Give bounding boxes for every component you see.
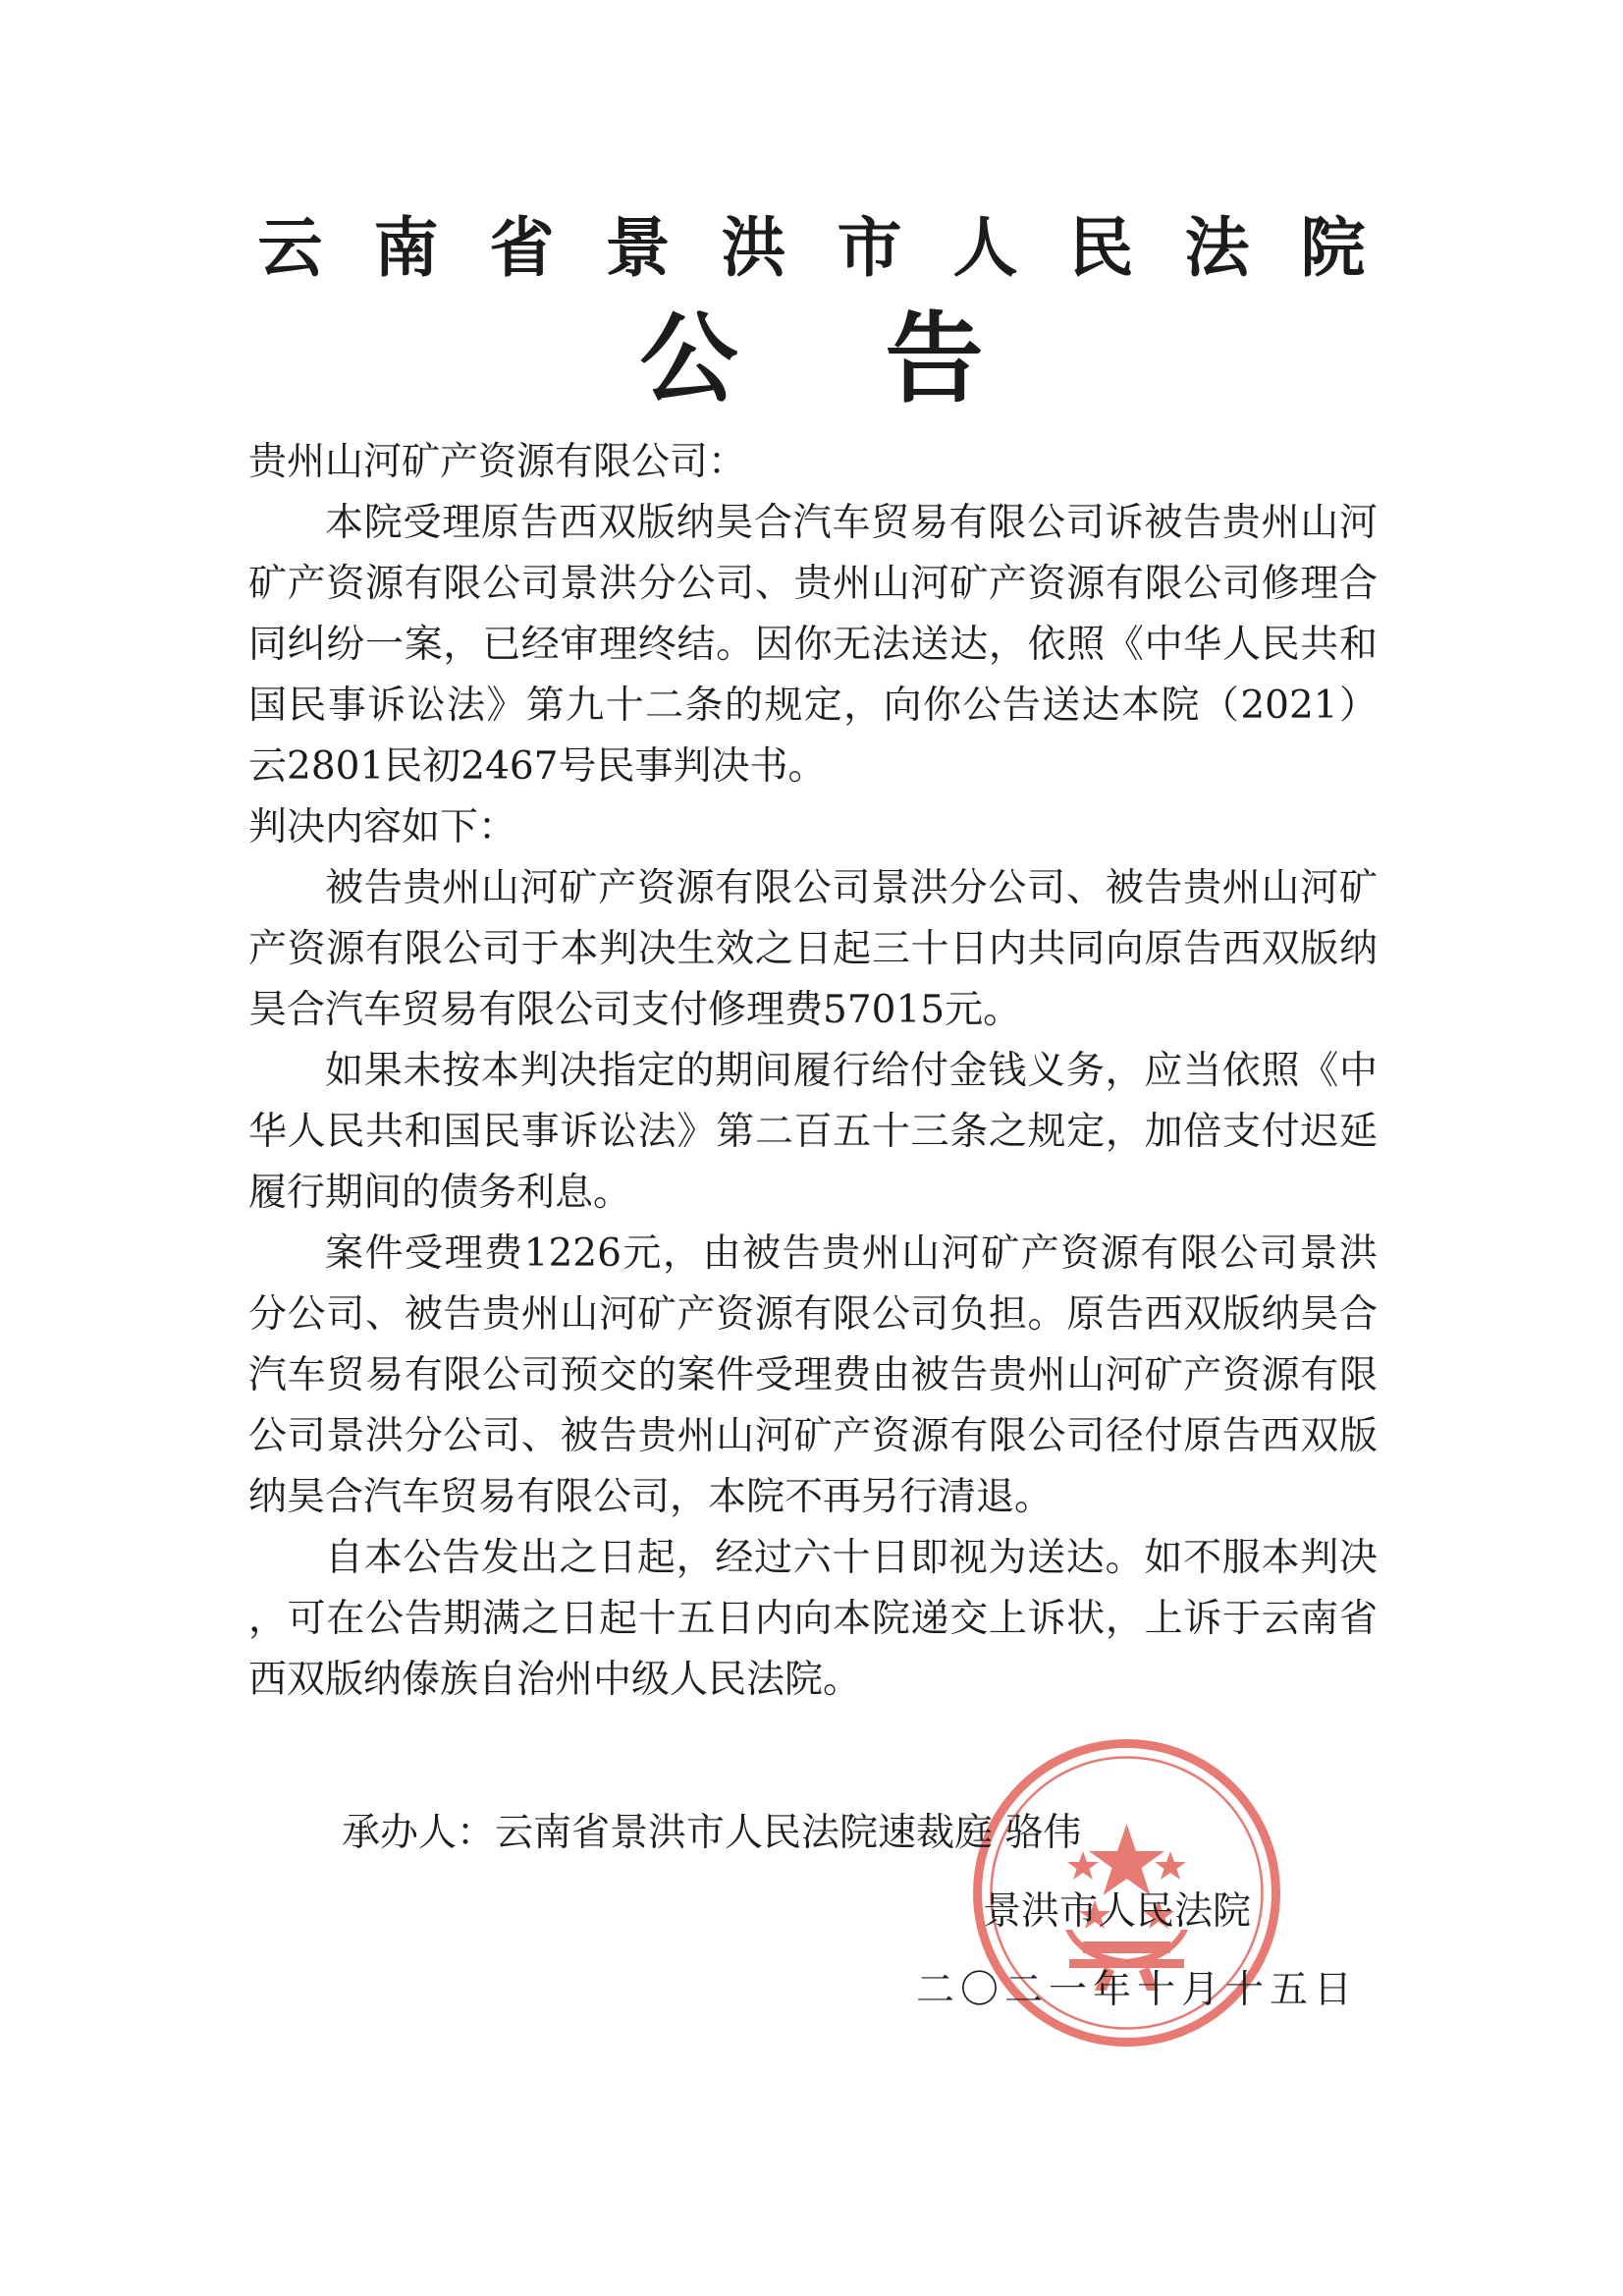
court-name-heading: 云南省景洪市人民法院 (257, 210, 1417, 286)
document-type-heading: 公告 (639, 301, 1131, 416)
paragraph-case-fee: 案件受理费1226元，由被告贵州山河矿产资源有限公司景洪分公司、被告贵州山河矿产资源有限公司负担。原告西双版纳昊合汽车贸易有限公司预交的案件受理费由被告贵州山河矿产资源有限公司景洪分公司、被告贵州山河矿产资源有限公司径付原告西双版纳昊合汽车贸易有限公司，本院不再另行清退。 (248, 1231, 1378, 1519)
notice-body (248, 432, 1378, 1711)
issuing-court: 景洪市人民法院 (983, 1889, 1252, 1934)
paragraph-late-interest: 如果未按本判决指定的期间履行给付金钱义务，应当依照《中华人民共和国民事诉讼法》第二百五十三条之规定，加倍支付迟延履行期间的债务利息。 (248, 1049, 1378, 1215)
paragraph-judgment-payment: 被告贵州山河矿产资源有限公司景洪分公司、被告贵州山河矿产资源有限公司于本判决生效之日起三十日内共同向原告西双版纳昊合汽车贸易有限公司支付修理费57015元。 (248, 866, 1378, 1032)
paragraph-case-intro: 本院受理原告西双版纳昊合汽车贸易有限公司诉被告贵州山河矿产资源有限公司景洪分公司、贵州山河矿产资源有限公司修理合同纠纷一案，已经审理终结。因你无法送达，依照《中华人民共和国民事诉讼法》第九十二条的规定，向你公告送达本院（2021）云2801民初2467号民事判决书。 (248, 501, 1378, 789)
paragraph-judgment-heading: 判决内容如下： (248, 805, 517, 849)
handler-line: 承办人：云南省景洪市人民法院速裁庭 骆伟 (342, 1811, 1082, 1855)
issue-date: 二〇二一年十月十五日 (916, 1968, 1359, 2012)
paragraph-appeal-notice: 自本公告发出之日起，经过六十日即视为送达。如不服本判决 ，可在公告期满之日起十五日内向本院递交上诉状，上诉于云南省西双版纳傣族自治州中级人民法院。 (248, 1536, 1378, 1702)
addressee: 贵州山河矿产资源有限公司： (248, 440, 747, 484)
